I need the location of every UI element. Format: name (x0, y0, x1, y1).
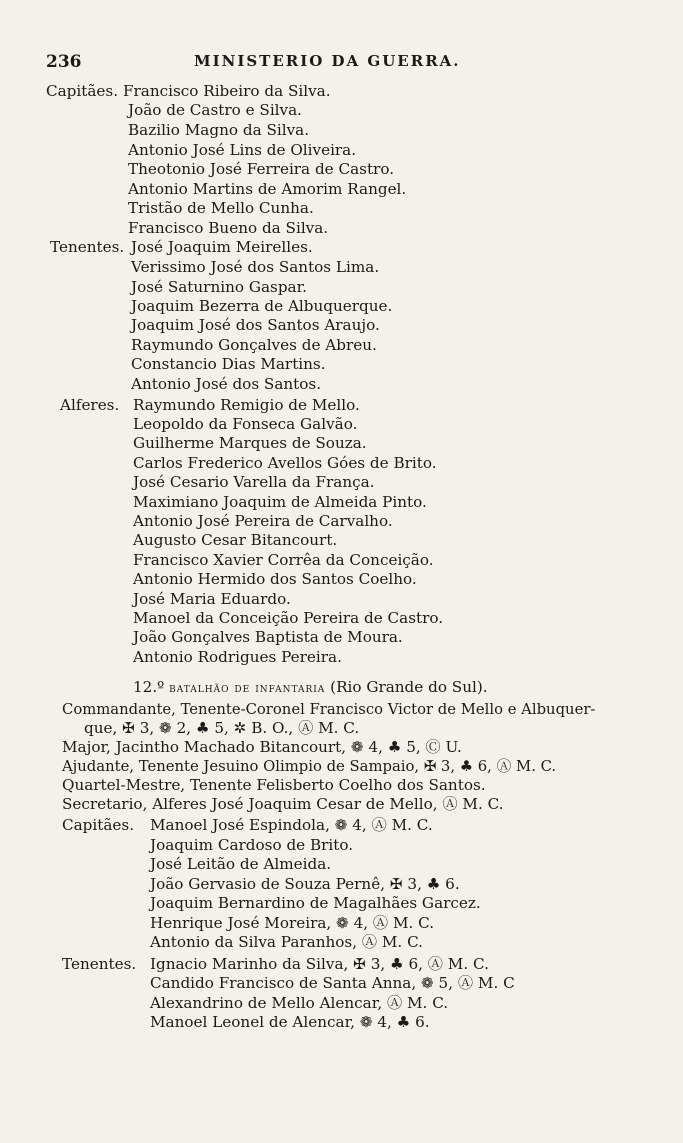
rank-label-tenentes: Tenentes. (50, 238, 125, 256)
list-item: Antonio da Silva Paranhos, Ⓐ M. C. (150, 933, 423, 951)
list-item: José Joaquim Meirelles. (131, 238, 313, 256)
list-item: José Cesario Varella da França. (133, 473, 375, 491)
staff-line-secretario: Secretario, Alferes José Joaquim Cesar de Mello, Ⓐ M. C. (62, 795, 504, 813)
rank-label-alferes: Alferes. (60, 396, 120, 414)
list-item: Candido Francisco de Santa Anna, ❁ 5, Ⓐ M. C (150, 974, 515, 992)
list-item: Manoel Leonel de Alencar, ❁ 4, ♣ 6. (150, 1013, 430, 1031)
list-item: Bazilio Magno da Silva. (128, 121, 310, 139)
staff-line-commandante-cont: que, ✠ 3, ❁ 2, ♣ 5, ✲ B. O., Ⓐ M. C. (84, 719, 360, 737)
page-header (46, 52, 476, 74)
list-item: Raymundo Gonçalves de Abreu. (131, 336, 377, 354)
staff-line-major: Major, Jacintho Machado Bitancourt, ❁ 4, ♣ 5, Ⓒ U. (62, 738, 462, 756)
section-heading-number: 12.º (133, 678, 165, 696)
list-item: Antonio José dos Santos. (131, 375, 322, 393)
list-item: Constancio Dias Martins. (131, 355, 326, 373)
page-number: 236 (46, 52, 82, 72)
list-item: Antonio José Lins de Oliveira. (128, 141, 357, 159)
rank-label-capitaes-2: Capitães. (62, 816, 135, 834)
list-item: Joaquim Bezerra de Albuquerque. (131, 297, 393, 315)
list-item: Antonio Rodrigues Pereira. (133, 648, 342, 666)
list-item: José Leitão de Almeida. (150, 855, 332, 873)
list-item: Alexandrino de Mello Alencar, Ⓐ M. C. (150, 994, 449, 1012)
list-item: Raymundo Remigio de Mello. (133, 396, 360, 414)
list-item: José Maria Eduardo. (133, 590, 291, 608)
section-heading-title: batalhão de infantaria (169, 680, 326, 695)
rank-label-tenentes-2: Tenentes. (62, 955, 137, 973)
list-item: Guilherme Marques de Souza. (133, 434, 367, 452)
list-item: João de Castro e Silva. (128, 101, 302, 119)
list-item: Verissimo José dos Santos Lima. (131, 258, 380, 276)
staff-line-ajudante: Ajudante, Tenente Jesuino Olimpio de Sampaio, ✠ 3, ♣ 6, Ⓐ M. C. (62, 758, 557, 775)
list-item: Maximiano Joaquim de Almeida Pinto. (133, 493, 427, 511)
list-item: Joaquim Cardoso de Brito. (150, 836, 354, 854)
list-item: Augusto Cesar Bitancourt. (133, 531, 338, 549)
list-item: Joaquim Bernardino de Magalhães Garcez. (150, 894, 481, 912)
list-item: Antonio Hermido dos Santos Coelho. (133, 570, 417, 588)
list-item: Tristão de Mello Cunha. (128, 199, 314, 217)
staff-line-quartel-mestre: Quartel-Mestre, Tenente Felisberto Coelho dos Santos. (62, 776, 486, 794)
running-head: MINISTERIO DA GUERRA. (194, 52, 461, 70)
list-item: Francisco Ribeiro da Silva. (123, 82, 331, 100)
list-item: Theotonio José Ferreira de Castro. (128, 160, 395, 178)
list-item: Francisco Bueno da Silva. (128, 219, 329, 237)
section-heading (133, 678, 488, 697)
list-item: Leopoldo da Fonseca Galvão. (133, 415, 358, 433)
list-item: Francisco Xavier Corrêa da Conceição. (133, 551, 434, 569)
list-item: Carlos Frederico Avellos Góes de Brito. (133, 454, 437, 472)
list-item: Joaquim José dos Santos Araujo. (131, 316, 380, 334)
rank-label-capitaes: Capitães. (46, 82, 119, 100)
section-heading-place: (Rio Grande do Sul). (330, 678, 488, 696)
list-item: João Gervasio de Souza Pernê, ✠ 3, ♣ 6. (150, 875, 460, 893)
list-item: Antonio José Pereira de Carvalho. (133, 512, 393, 530)
list-item: José Saturnino Gaspar. (131, 278, 308, 296)
staff-line-commandante: Commandante, Tenente-Coronel Francisco Victor de Mello e Albuquer- (62, 701, 596, 718)
list-item: Manoel da Conceição Pereira de Castro. (133, 609, 444, 627)
list-item: Ignacio Marinho da Silva, ✠ 3, ♣ 6, Ⓐ M. C. (150, 955, 489, 973)
list-item: João Gonçalves Baptista de Moura. (133, 628, 403, 646)
list-item: Henrique José Moreira, ❁ 4, Ⓐ M. C. (150, 914, 435, 932)
list-item: Antonio Martins de Amorim Rangel. (128, 180, 407, 198)
list-item: Manoel José Espindola, ❁ 4, Ⓐ M. C. (150, 816, 433, 834)
